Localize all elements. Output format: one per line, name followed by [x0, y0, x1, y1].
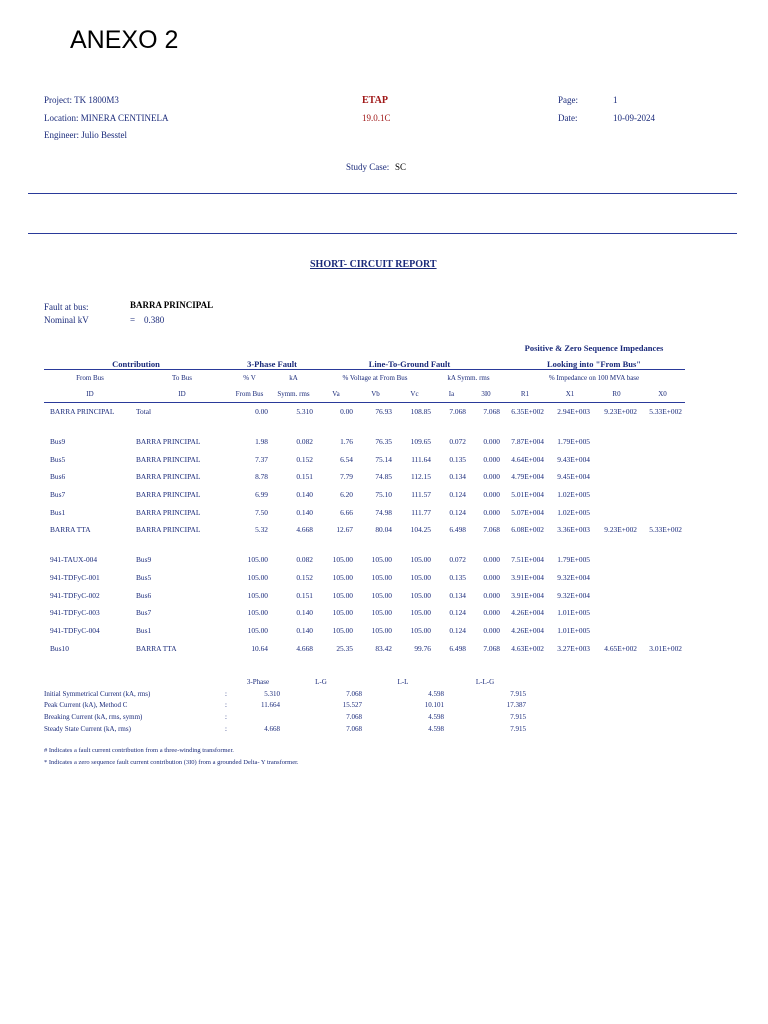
note-three-winding: # Indicates a fault current contribution from a three-winding transformer.: [44, 747, 234, 754]
table-cell: 105.00: [371, 572, 392, 582]
table-cell: 74.98: [375, 507, 392, 517]
summary-cell: 5.310: [264, 689, 280, 698]
summary-cell: 15.527: [342, 701, 362, 710]
table-cell: 0.000: [483, 507, 500, 517]
fault-bus-label: Fault at bus:: [44, 302, 89, 312]
table-cell: 83.42: [375, 643, 392, 653]
table-cell: 99.76: [414, 643, 431, 653]
col-from-bus: From Bus: [44, 370, 136, 387]
table-cell: 76.35: [375, 437, 392, 447]
table-cell: 0.124: [449, 507, 466, 517]
annex-title: ANEXO 2: [70, 26, 179, 54]
table-cell: 0.000: [483, 625, 500, 635]
summary-header-row: [44, 676, 526, 688]
table-cell: 105.00: [247, 625, 268, 635]
col-vb: Vb: [356, 386, 395, 403]
table-cell: Bus6: [50, 472, 66, 482]
table-cell: 9.23E+002: [604, 525, 637, 535]
table-row: [44, 433, 685, 451]
table-cell: 0.151: [296, 590, 313, 600]
table-cell: 0.072: [449, 437, 466, 447]
table-cell: 105.00: [410, 572, 431, 582]
table-cell: 6.35E+002: [511, 407, 544, 417]
date-value: 10-09-2024: [613, 113, 655, 123]
summary-row: [44, 711, 526, 723]
table-cell: 3.36E+003: [557, 525, 590, 535]
table-cell: Bus7: [50, 490, 66, 500]
table-cell: 3.91E+004: [511, 572, 544, 582]
table-cell: 5.33E+002: [649, 525, 682, 535]
table-cell: 5.32: [255, 525, 268, 535]
table-cell: [593, 468, 640, 486]
table-cell: 0.000: [483, 454, 500, 464]
table-cell: Bus7: [136, 608, 152, 618]
table-cell: 7.068: [483, 407, 500, 417]
summary-table: [44, 676, 526, 735]
table-row: [44, 503, 685, 521]
table-cell: 0.134: [449, 590, 466, 600]
location-label: Location: MINERA CENTINELA: [44, 113, 169, 123]
table-cell: 941-TDFyC-002: [50, 590, 100, 600]
summary-cell: 10.101: [424, 701, 444, 710]
summary-row: [44, 688, 526, 700]
summary-cell: 11.664: [261, 701, 280, 710]
table-cell: 1.98: [255, 437, 268, 447]
table-cell: 111.57: [411, 490, 431, 500]
table-row: [44, 403, 685, 421]
table-cell: 9.32E+004: [557, 572, 590, 582]
col-x0: X0: [640, 386, 685, 403]
table-cell: 6.99: [255, 490, 268, 500]
table-cell: Total: [136, 407, 152, 417]
col-ka: kA: [271, 370, 316, 387]
table-cell: 0.140: [296, 608, 313, 618]
table-cell: [593, 569, 640, 587]
table-cell: 5.33E+002: [649, 407, 682, 417]
table-cell: 6.66: [340, 507, 353, 517]
table-cell: 0.124: [449, 490, 466, 500]
group-header-row-2: [44, 353, 685, 370]
table-cell: Bus9: [136, 555, 152, 565]
table-cell: 9.45E+004: [557, 472, 590, 482]
table-cell: 108.85: [410, 407, 431, 417]
table-cell: 1.02E+005: [557, 490, 590, 500]
table-cell: 7.068: [483, 643, 500, 653]
table-cell: 10.64: [251, 643, 268, 653]
table-cell: 941-TDFyC-003: [50, 608, 100, 618]
table-cell: [593, 433, 640, 451]
table-cell: 3.91E+004: [511, 590, 544, 600]
table-cell: 0.134: [449, 472, 466, 482]
table-cell: 0.000: [483, 490, 500, 500]
table-cell: 0.00: [340, 407, 353, 417]
table-cell: [593, 486, 640, 504]
table-cell: 0.152: [296, 572, 313, 582]
spacer-cell: [44, 539, 685, 551]
col-voltage-from-bus: % Voltage at From Bus: [316, 370, 434, 387]
page-label: Page:: [558, 95, 578, 105]
table-cell: 1.79E+005: [557, 555, 590, 565]
table-cell: [640, 486, 685, 504]
table-cell: 3.01E+002: [649, 643, 682, 653]
summary-cell: :: [225, 689, 227, 698]
summary-cell: Breaking Current (kA, rms, symm): [44, 713, 143, 722]
impedances-header-2: Looking into "From Bus": [546, 359, 642, 369]
col-va: Va: [316, 386, 356, 403]
table-cell: 75.14: [375, 454, 392, 464]
summary-cell: 7.068: [346, 713, 362, 722]
table-row: [44, 551, 685, 569]
summary-cell: Steady State Current (kA, rms): [44, 725, 131, 734]
summary-cell: :: [225, 701, 227, 710]
table-cell: 1.02E+005: [557, 507, 590, 517]
table-cell: [640, 503, 685, 521]
table-cell: 105.00: [410, 608, 431, 618]
summary-cell: 7.915: [510, 725, 526, 734]
table-cell: 4.65E+002: [604, 643, 637, 653]
page-value: 1: [613, 95, 618, 105]
table-cell: 76.93: [375, 407, 392, 417]
table-cell: [640, 622, 685, 640]
table-row: [44, 639, 685, 657]
col-r1: R1: [503, 386, 547, 403]
table-cell: 0.140: [296, 490, 313, 500]
table-cell: Bus5: [136, 572, 152, 582]
table-cell: Bus1: [136, 625, 152, 635]
table-cell: BARRA TTA: [136, 643, 177, 653]
table-cell: [593, 586, 640, 604]
table-cell: 0.140: [296, 625, 313, 635]
table-cell: Bus5: [50, 454, 66, 464]
summary-header-cell: L-L: [397, 677, 409, 686]
table-cell: 111.77: [411, 507, 431, 517]
summary-header-blank: [216, 676, 236, 688]
summary-cell: Initial Symmetrical Current (kA, rms): [44, 689, 151, 698]
table-cell: 1.76: [340, 437, 353, 447]
summary-cell: 7.068: [346, 725, 362, 734]
table-cell: [640, 450, 685, 468]
table-cell: 4.79E+004: [511, 472, 544, 482]
table-cell: 0.082: [296, 555, 313, 565]
app-name: ETAP: [362, 95, 388, 106]
table-cell: 6.498: [449, 643, 466, 653]
table-cell: 0.072: [449, 555, 466, 565]
table-cell: 105.00: [410, 555, 431, 565]
nominal-kv-eq: =: [130, 315, 136, 325]
table-cell: 941-TDFyC-001: [50, 572, 100, 582]
table-cell: 1.79E+005: [557, 437, 590, 447]
table-cell: 6.498: [449, 525, 466, 535]
table-cell: 0.140: [296, 507, 313, 517]
table-cell: 0.152: [296, 454, 313, 464]
col-ia: Ia: [434, 386, 469, 403]
col-impedance-base: % Impedance on 100 MVA base: [503, 370, 685, 387]
sub-header-row-2: [44, 386, 685, 403]
summary-header-cell: L-G: [315, 677, 327, 686]
table-cell: 105.00: [371, 590, 392, 600]
fault-bus-value: BARRA PRINCIPAL: [130, 300, 214, 310]
table-cell: 5.310: [296, 407, 313, 417]
summary-cell: 7.915: [510, 689, 526, 698]
table-cell: 941-TDFyC-004: [50, 625, 100, 635]
table-cell: 6.20: [340, 490, 353, 500]
header-divider-bottom: [28, 233, 737, 234]
table-cell: 0.135: [449, 454, 466, 464]
col-ka-symm: kA Symm. rms: [434, 370, 503, 387]
table-row: [44, 586, 685, 604]
table-cell: 105.00: [371, 608, 392, 618]
table-cell: Bus9: [50, 437, 66, 447]
table-cell: 105.00: [247, 590, 268, 600]
table-cell: [640, 433, 685, 451]
table-cell: 12.67: [336, 525, 353, 535]
table-cell: [640, 586, 685, 604]
table-cell: 9.32E+004: [557, 590, 590, 600]
ltg-header: Line-To-Ground Fault: [368, 359, 451, 369]
table-row: [44, 521, 685, 539]
table-cell: 0.000: [483, 590, 500, 600]
table-cell: 7.51E+004: [511, 555, 544, 565]
sub-header-row-1: [44, 370, 685, 387]
table-cell: 5.07E+004: [511, 507, 544, 517]
table-cell: 111.64: [411, 454, 431, 464]
table-cell: 6.54: [340, 454, 353, 464]
study-case-value: SC: [395, 162, 407, 172]
table-cell: BARRA PRINCIPAL: [136, 507, 201, 517]
table-cell: 0.151: [296, 472, 313, 482]
nominal-kv-value: 0.380: [144, 315, 165, 325]
table-cell: 0.124: [449, 608, 466, 618]
note-zero-sequence: * Indicates a zero sequence fault current contribution (3I0) from a grounded Delta- Y transformer.: [44, 759, 299, 766]
table-cell: 105.00: [332, 555, 353, 565]
table-cell: 105.00: [332, 608, 353, 618]
table-cell: 105.00: [371, 555, 392, 565]
summary-cell: 4.598: [428, 689, 444, 698]
summary-cell: 4.668: [264, 725, 280, 734]
table-cell: 105.00: [247, 572, 268, 582]
summary-cell: 4.598: [428, 725, 444, 734]
project-label: Project: TK 1800M3: [44, 95, 119, 105]
table-cell: 4.63E+002: [511, 643, 544, 653]
table-cell: 80.04: [375, 525, 392, 535]
col-vc: Vc: [395, 386, 434, 403]
table-cell: 4.26E+004: [511, 625, 544, 635]
nominal-kv-label: Nominal kV: [44, 315, 89, 325]
summary-cell: Peak Current (kA), Method C: [44, 701, 128, 710]
table-cell: 7.068: [449, 407, 466, 417]
three-phase-header: 3-Phase Fault: [247, 359, 297, 369]
summary-header-blank: [44, 676, 216, 688]
col-id-from: ID: [44, 386, 136, 403]
date-label: Date:: [558, 113, 578, 123]
table-cell: 7.79: [340, 472, 353, 482]
col-id-to: ID: [136, 386, 228, 403]
table-cell: Bus10: [50, 643, 69, 653]
table-cell: BARRA PRINCIPAL: [136, 437, 201, 447]
table-cell: 0.124: [449, 625, 466, 635]
report-title: SHORT- CIRCUIT REPORT: [310, 259, 437, 270]
table-cell: 105.00: [332, 572, 353, 582]
short-circuit-table: [44, 337, 685, 657]
table-cell: 8.78: [255, 472, 268, 482]
table-cell: Bus1: [50, 507, 66, 517]
table-cell: 105.00: [247, 608, 268, 618]
table-cell: 25.35: [336, 643, 353, 653]
spacer-row: [44, 421, 685, 433]
impedances-header-1: Positive & Zero Sequence Impedances: [524, 343, 664, 353]
table-cell: 1.01E+005: [557, 608, 590, 618]
table-cell: 0.00: [255, 407, 268, 417]
table-cell: [593, 551, 640, 569]
table-cell: 7.068: [483, 525, 500, 535]
table-cell: 104.25: [410, 525, 431, 535]
summary-cell: 7.068: [346, 689, 362, 698]
table-cell: 0.000: [483, 572, 500, 582]
table-cell: 5.01E+004: [511, 490, 544, 500]
table-cell: 9.23E+002: [604, 407, 637, 417]
col-from-bus: From Bus: [228, 386, 271, 403]
table-cell: 7.50: [255, 507, 268, 517]
table-cell: 2.94E+003: [557, 407, 590, 417]
table-cell: 1.01E+005: [557, 625, 590, 635]
summary-cell: :: [225, 725, 227, 734]
table-cell: 0.000: [483, 437, 500, 447]
table-cell: 7.87E+004: [511, 437, 544, 447]
table-cell: 112.15: [410, 472, 431, 482]
col-symm-rms: Symm. rms: [271, 386, 316, 403]
summary-cell: 17.387: [506, 701, 526, 710]
table-row: [44, 569, 685, 587]
table-cell: [640, 551, 685, 569]
table-cell: 4.26E+004: [511, 608, 544, 618]
app-version: 19.0.1C: [362, 113, 391, 123]
table-cell: 105.00: [332, 625, 353, 635]
table-cell: 105.00: [410, 625, 431, 635]
table-cell: [593, 450, 640, 468]
table-cell: [593, 604, 640, 622]
table-row: [44, 450, 685, 468]
table-cell: BARRA PRINCIPAL: [136, 472, 201, 482]
table-body: [44, 403, 685, 657]
table-cell: 75.10: [375, 490, 392, 500]
col-3i0: 3I0: [469, 386, 503, 403]
table-cell: BARRA PRINCIPAL: [136, 454, 201, 464]
table-cell: 0.000: [483, 608, 500, 618]
table-cell: 4.668: [296, 525, 313, 535]
table-cell: 105.00: [332, 590, 353, 600]
table-cell: 0.135: [449, 572, 466, 582]
table-cell: 7.37: [255, 454, 268, 464]
table-row: [44, 486, 685, 504]
summary-cell: 4.598: [428, 713, 444, 722]
table-cell: [593, 503, 640, 521]
table-cell: [640, 569, 685, 587]
table-cell: BARRA TTA: [50, 525, 91, 535]
table-row: [44, 468, 685, 486]
table-cell: BARRA PRINCIPAL: [136, 490, 201, 500]
summary-header-cell: L-L-G: [475, 677, 495, 686]
contribution-header: Contribution: [112, 359, 160, 369]
table-cell: 105.00: [247, 555, 268, 565]
table-cell: 941-TAUX-004: [50, 555, 98, 565]
table-cell: Bus6: [136, 590, 152, 600]
spacer-cell: [44, 421, 685, 433]
summary-row: [44, 700, 526, 712]
header-divider-top: [28, 193, 737, 194]
col-x1: X1: [547, 386, 593, 403]
table-cell: 4.64E+004: [511, 454, 544, 464]
table-row: [44, 622, 685, 640]
col-r0: R0: [593, 386, 640, 403]
summary-cell: 7.915: [510, 713, 526, 722]
table-cell: [640, 468, 685, 486]
col-pct-v: % V: [228, 370, 271, 387]
col-to-bus: To Bus: [136, 370, 228, 387]
summary-row: [44, 723, 526, 735]
table-cell: BARRA PRINCIPAL: [50, 407, 115, 417]
table-cell: 3.27E+003: [557, 643, 590, 653]
table-cell: BARRA PRINCIPAL: [136, 525, 201, 535]
summary-header-cell: 3-Phase: [246, 677, 270, 686]
table-cell: [640, 604, 685, 622]
study-case-label: Study Case:: [346, 162, 390, 172]
table-cell: 0.000: [483, 555, 500, 565]
table-cell: 105.00: [371, 625, 392, 635]
table-cell: 4.668: [296, 643, 313, 653]
table-cell: 0.082: [296, 437, 313, 447]
engineer-label: Engineer: Julio Besstel: [44, 130, 127, 140]
table-cell: 0.000: [483, 472, 500, 482]
group-header-row-1: [44, 337, 685, 353]
table-cell: 6.08E+002: [511, 525, 544, 535]
table-cell: [593, 622, 640, 640]
summary-cell: [236, 711, 280, 723]
summary-cell: :: [225, 713, 227, 722]
table-cell: 74.85: [375, 472, 392, 482]
spacer-row: [44, 539, 685, 551]
table-row: [44, 604, 685, 622]
table-cell: 9.43E+004: [557, 454, 590, 464]
table-cell: 109.65: [410, 437, 431, 447]
table-cell: 105.00: [410, 590, 431, 600]
